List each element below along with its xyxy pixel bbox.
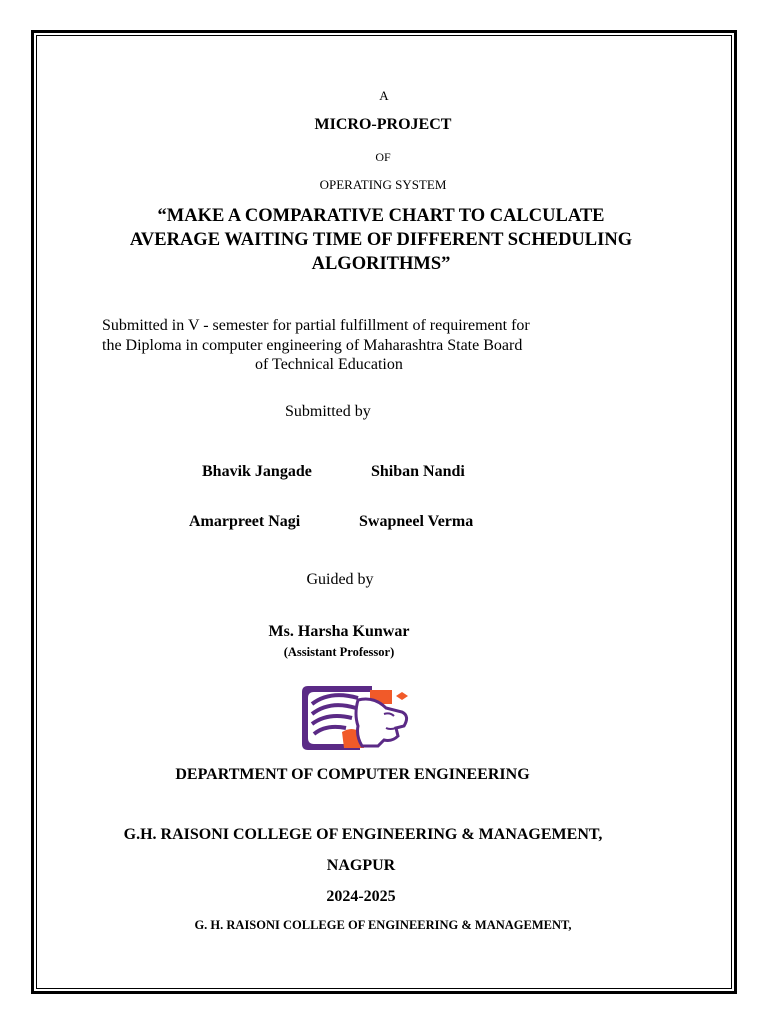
guide-name: Ms. Harsha Kunwar <box>268 623 410 640</box>
project-title-line: “MAKE A COMPARATIVE CHART TO CALCULATE <box>157 206 605 226</box>
submitted-by-label: Submitted by <box>285 403 371 420</box>
guided-by-label: Guided by <box>306 571 374 588</box>
college-footer: G. H. RAISONI COLLEGE OF ENGINEERING & MANAGEMENT, <box>194 918 572 932</box>
project-title <box>90 204 672 276</box>
college-name: G.H. RAISONI COLLEGE OF ENGINEERING & MANAGEMENT, <box>123 826 603 843</box>
line-of: OF <box>375 150 391 164</box>
student-name: Amarpreet Nagi <box>189 513 301 530</box>
submission-statement <box>102 316 582 375</box>
submission-line: of Technical Education <box>255 356 403 373</box>
student-name: Swapneel Verma <box>359 513 474 530</box>
line-a: A <box>379 88 389 103</box>
submission-line: the Diploma in computer engineering of Maharashtra State Board <box>102 336 523 354</box>
micro-project-heading: MICRO-PROJECT <box>314 116 452 133</box>
submission-line: Submitted in V - semester for partial fulfillment of requirement for <box>102 317 530 334</box>
academic-year: 2024-2025 <box>326 888 396 905</box>
project-title-line: AVERAGE WAITING TIME OF DIFFERENT SCHEDULING <box>129 230 633 250</box>
project-title-line: ALGORITHMS” <box>311 254 451 274</box>
guide-designation: (Assistant Professor) <box>283 645 395 659</box>
lion-head-logo-icon <box>300 682 414 752</box>
subject-name: OPERATING SYSTEM <box>319 177 447 192</box>
student-name: Shiban Nandi <box>371 463 465 480</box>
department-name: DEPARTMENT OF COMPUTER ENGINEERING <box>175 766 530 783</box>
city-name: NAGPUR <box>326 857 396 874</box>
student-name: Bhavik Jangade <box>202 463 312 480</box>
